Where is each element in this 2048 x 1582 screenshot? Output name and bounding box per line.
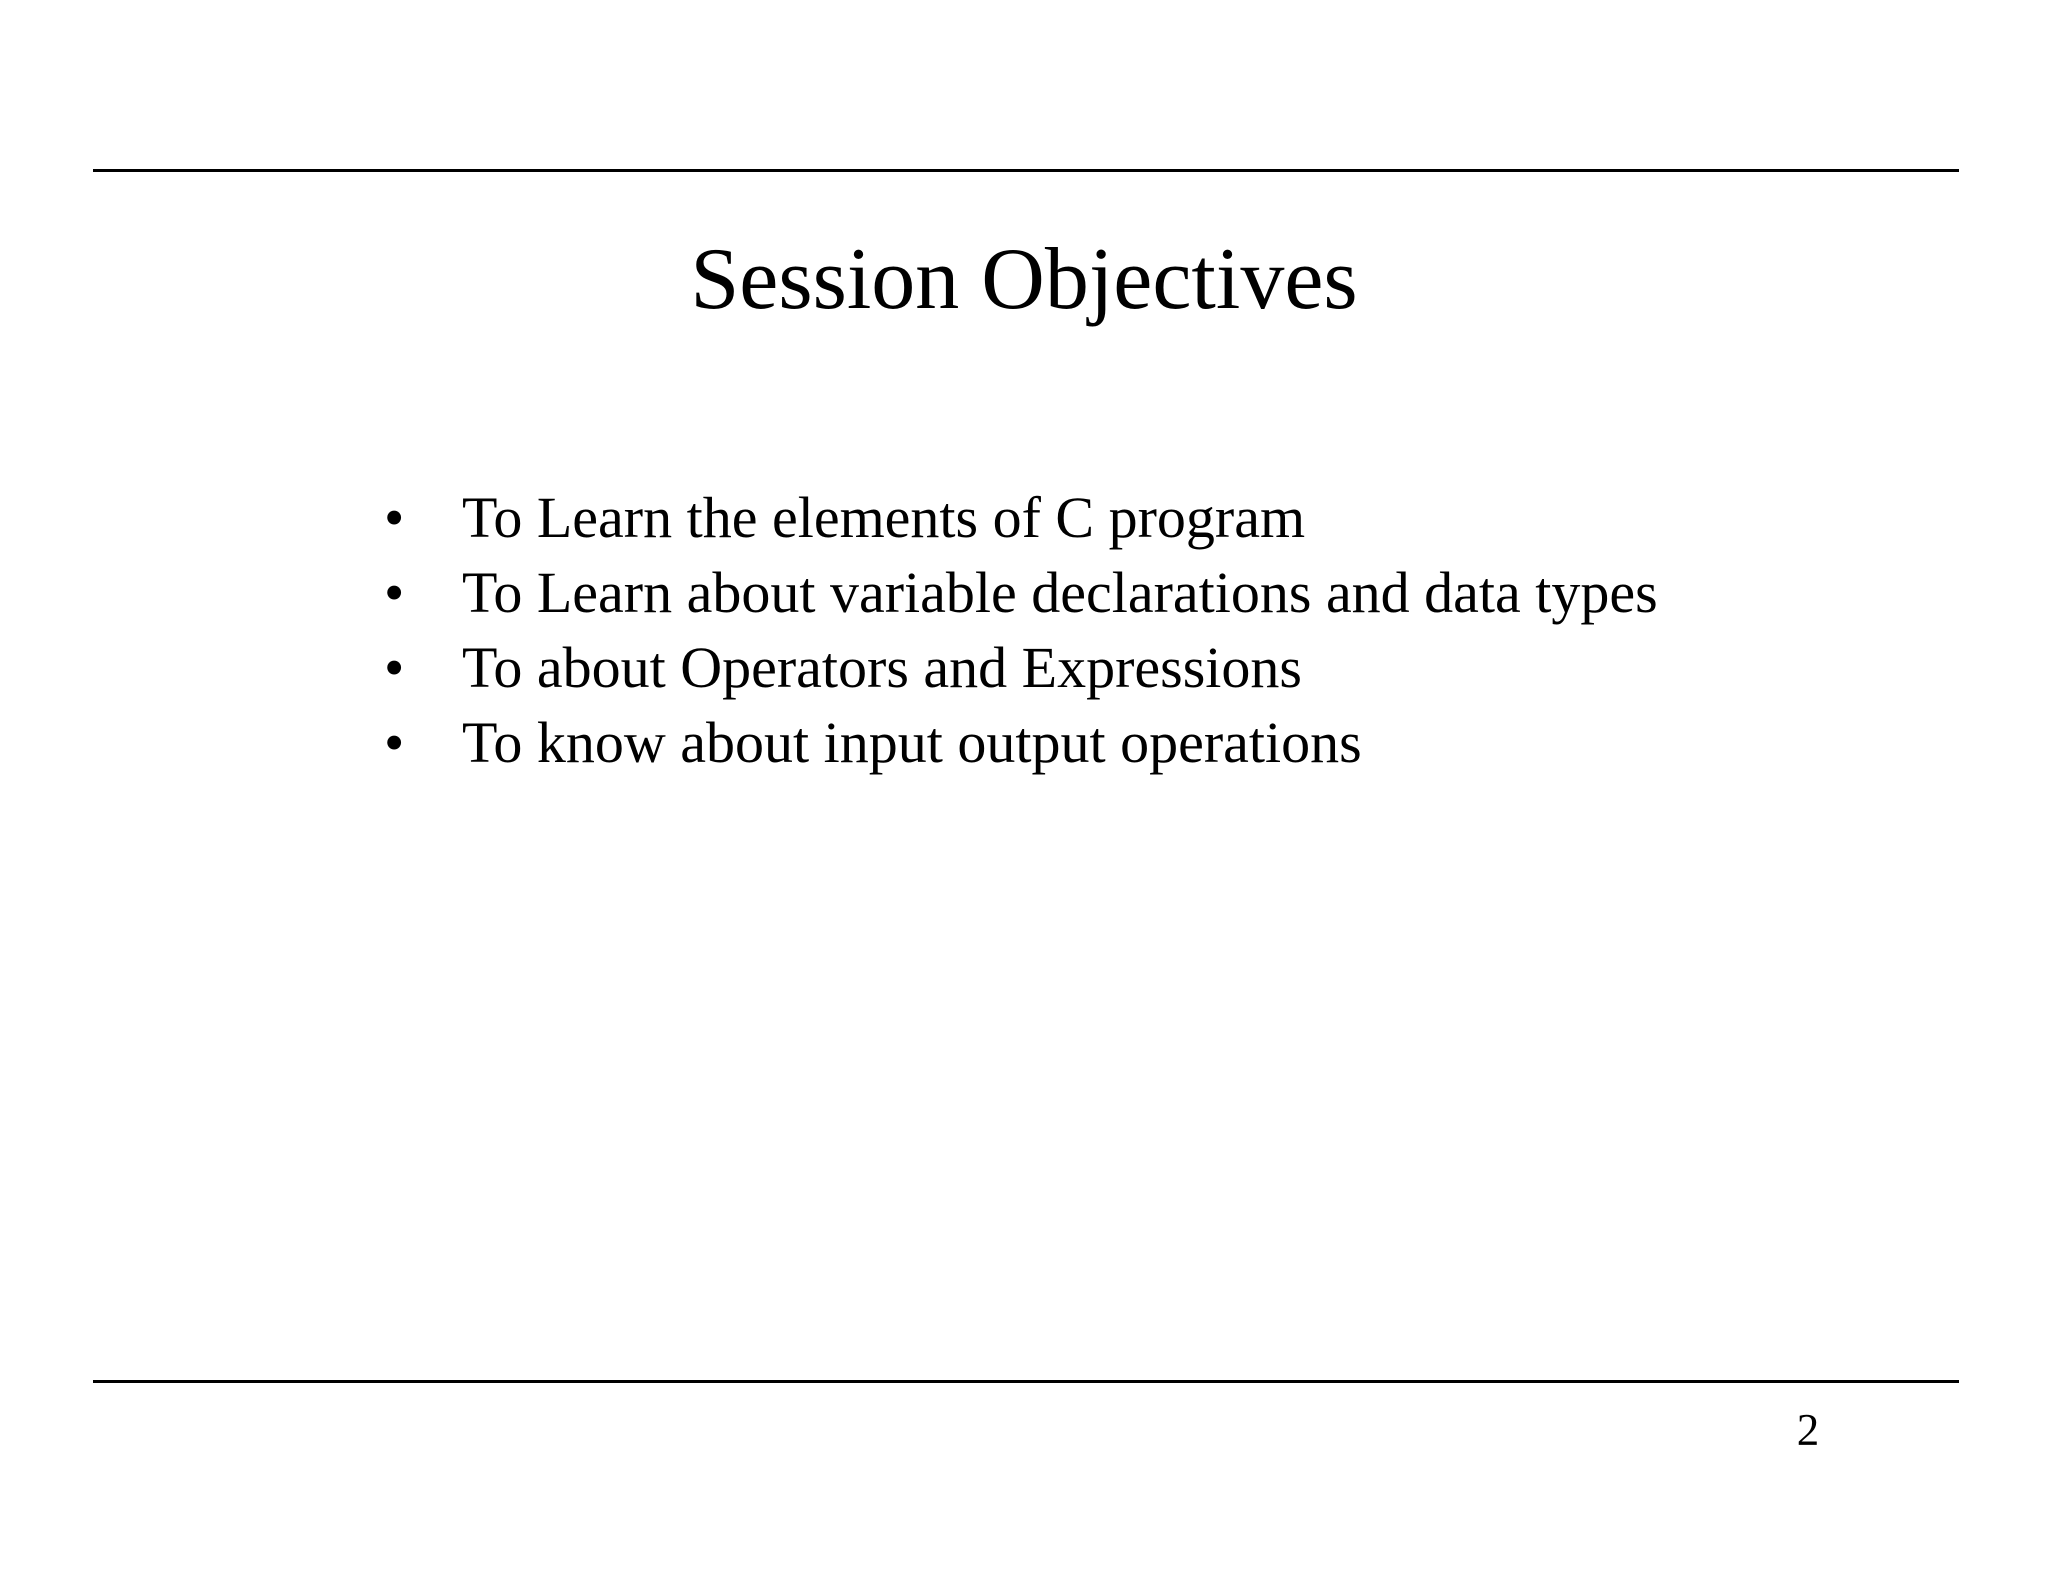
objective-text: To Learn about variable declarations and data types [462,560,1658,625]
objective-text: To know about input output operations [462,710,1362,775]
slide-title: Session Objectives [690,231,1358,328]
objective-text: To Learn the elements of C program [462,485,1306,550]
page-number: 2 [1796,1405,1820,1455]
top-divider [93,169,1959,172]
objective-item [384,555,1658,630]
objective-item [384,630,1658,705]
objective-item [384,705,1658,780]
objective-text: To about Operators and Expressions [462,635,1302,700]
bullet-icon: • [384,635,405,700]
objectives-list [384,480,1658,780]
bullet-icon: • [384,710,405,775]
bullet-icon: • [384,560,405,625]
bottom-divider [93,1380,1959,1383]
objective-item [384,480,1658,555]
bullet-icon: • [384,485,405,550]
